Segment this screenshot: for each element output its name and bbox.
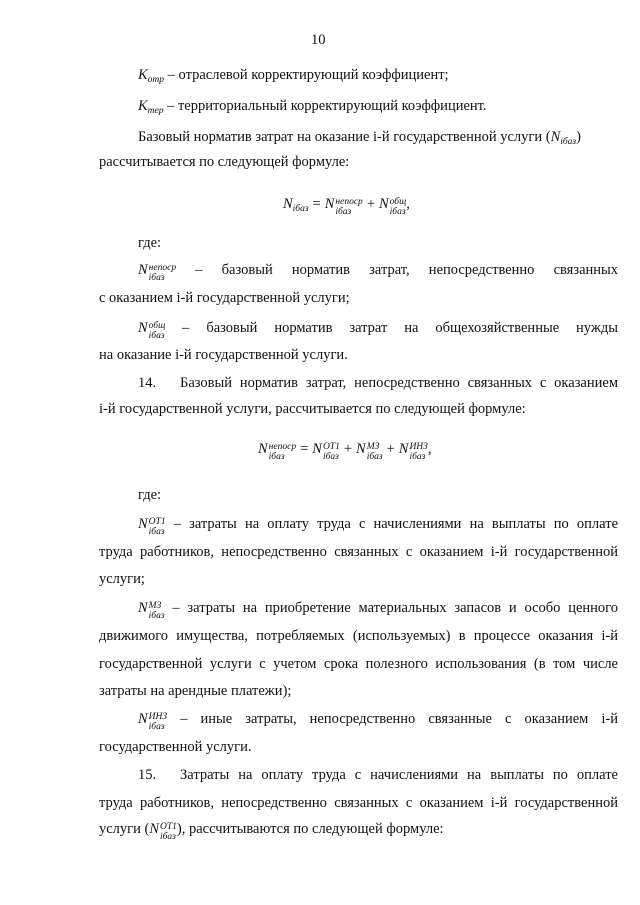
index-stack: [149, 321, 166, 341]
subscript-ibaz: iбаз: [322, 452, 339, 462]
definition-line: с оказанием i-й государственной услуги;: [99, 290, 350, 306]
superscript-inz: ИНЗ: [409, 442, 428, 452]
symbol-n: N: [283, 196, 293, 212]
index-stack: [367, 442, 383, 462]
where-label: где:: [138, 487, 162, 503]
superscript-mz: МЗ: [148, 601, 162, 611]
definition-line: услуги;: [99, 571, 145, 587]
definition-line: государственной услуги.: [99, 739, 252, 755]
equals-sign: =: [300, 441, 309, 457]
paragraph-line: Базовый норматив затрат на оказание i-й государственной услуги $(N_{iбаз})$: [138, 129, 581, 147]
index-stack: [160, 822, 177, 842]
dash: –: [167, 98, 175, 114]
dash: –: [172, 600, 180, 616]
symbol-k: К: [138, 67, 148, 83]
definition-line: государственной услуги с учетом срока полезного использования (в том числе: [99, 656, 618, 672]
subscript-ibaz: iбаз: [560, 137, 577, 147]
k-ter-definition: [138, 97, 487, 117]
dash: –: [195, 262, 203, 278]
symbol-n: N: [138, 262, 148, 278]
superscript-ot1: ОТ1: [148, 517, 166, 527]
dash: –: [180, 711, 188, 727]
formula-n-ibaz: [283, 196, 410, 217]
subscript-ibaz: iбаз: [335, 207, 352, 217]
definition-line: [138, 599, 618, 621]
superscript-obsh: общ: [389, 197, 407, 207]
symbol-n: N: [138, 320, 148, 336]
comma: ,: [406, 196, 410, 212]
definition-line: [138, 261, 618, 283]
definition-line: на оказание i-й государственной услуги.: [99, 347, 348, 363]
superscript-neposr: непоср: [335, 197, 363, 207]
equals-sign: =: [312, 196, 321, 212]
section-number: 14.: [138, 375, 157, 391]
p1-line1-text: Базовый норматив затрат на оказание i-й государственной услуги (: [138, 129, 551, 145]
symbol-n: N: [356, 441, 366, 457]
symbol-n: N: [138, 516, 148, 532]
superscript-neposr: непоср: [268, 442, 297, 452]
index-stack: [335, 197, 362, 217]
subscript-ter: тер: [147, 106, 164, 116]
superscript-ot1: ОТ1: [160, 822, 177, 832]
definition-line: труда работников, непосредственно связанных с оказанием i-й государственной: [99, 544, 618, 560]
p15-line3-start: услуги (: [99, 821, 150, 837]
superscript-ot1: ОТ1: [322, 442, 340, 452]
p15-line3-end: ), рассчитываются по следующей формуле:: [176, 821, 444, 837]
def5-text: иные затраты, непосредственно связанные с оказанием i-й: [200, 711, 619, 727]
paragraph-line: i-й государственной услуги, рассчитывается по следующей формуле:: [99, 401, 526, 417]
index-stack: [149, 712, 167, 732]
symbol-n: N: [138, 711, 148, 727]
dash: –: [173, 516, 181, 532]
dash: –: [167, 67, 175, 83]
superscript-obsh: общ: [148, 321, 166, 331]
symbol-n: N: [258, 441, 268, 457]
plus-sign: +: [343, 441, 353, 457]
formula-n-neposr: [258, 441, 432, 462]
k-otr-text: отраслевой корректирующий коэффициент;: [178, 67, 449, 83]
subscript-ibaz: iбаз: [292, 204, 309, 214]
paragraph-line: [99, 820, 444, 842]
definition-line: затраты на арендные платежи);: [99, 683, 292, 699]
index-stack: [409, 442, 427, 462]
plus-sign: +: [386, 441, 395, 457]
def3-text: затраты на оплату труда с начислениями на выплаты по оплате: [189, 516, 619, 532]
k-ter-text: территориальный корректирующий коэффициент.: [177, 98, 487, 114]
symbol-n: N: [324, 196, 335, 212]
paragraph-line: Базовый норматив затрат, непосредственно связанных с оказанием: [180, 375, 618, 391]
index-stack: [149, 517, 166, 537]
def1-text: базовый норматив затрат, непосредственно связанных: [221, 262, 619, 278]
def4-text: затраты на приобретение материальных запасов и особо ценного: [187, 600, 619, 616]
superscript-inz: ИНЗ: [148, 712, 168, 722]
subscript-ibaz: iбаз: [268, 452, 285, 462]
subscript-ibaz: iбаз: [366, 452, 383, 462]
index-stack: [149, 601, 165, 621]
index-stack: [269, 442, 296, 462]
definition-line: [138, 515, 618, 537]
symbol-k: К: [138, 98, 148, 114]
symbol-n: N: [138, 600, 148, 616]
paragraph-line: рассчитывается по следующей формуле:: [99, 154, 350, 170]
symbol-n: N: [398, 441, 409, 457]
subscript-otr: отр: [147, 75, 165, 85]
paragraph-line: Затраты на оплату труда с начислениями на выплаты по оплате: [180, 767, 618, 783]
subscript-ibaz: iбаз: [148, 527, 165, 537]
definition-line: [138, 319, 618, 341]
paragraph-line: труда работников, непосредственно связанных с оказанием i-й государственной: [99, 795, 618, 811]
index-stack: [390, 197, 407, 217]
subscript-ibaz: iбаз: [148, 611, 165, 621]
k-otr-definition: [138, 66, 449, 86]
symbol-n: N: [550, 129, 561, 145]
definition-line: [138, 710, 618, 732]
comma: ,: [427, 441, 432, 457]
symbol-n: N: [149, 821, 160, 837]
index-stack: [149, 263, 176, 283]
subscript-ibaz: iбаз: [148, 331, 165, 341]
subscript-ibaz: iбаз: [160, 832, 176, 842]
def2-text: базовый норматив затрат на общехозяйственные нужды: [206, 320, 619, 336]
subscript-ibaz: iбаз: [148, 722, 165, 732]
dash: –: [182, 320, 190, 336]
section-number: 15.: [138, 767, 157, 783]
subscript-ibaz: iбаз: [409, 452, 426, 462]
superscript-mz: МЗ: [366, 442, 380, 452]
superscript-neposr: непоср: [148, 263, 177, 273]
symbol-n: N: [379, 196, 389, 212]
subscript-ibaz: iбаз: [148, 273, 165, 283]
definition-line: движимого имущества, потребляемых (используемых) в процессе оказания i-й: [99, 628, 618, 644]
where-label: где:: [138, 235, 162, 251]
index-stack: [323, 442, 340, 462]
plus-sign: +: [366, 196, 375, 212]
symbol-n: N: [312, 441, 322, 457]
page-number: 10: [311, 32, 326, 48]
subscript-ibaz: iбаз: [389, 207, 406, 217]
